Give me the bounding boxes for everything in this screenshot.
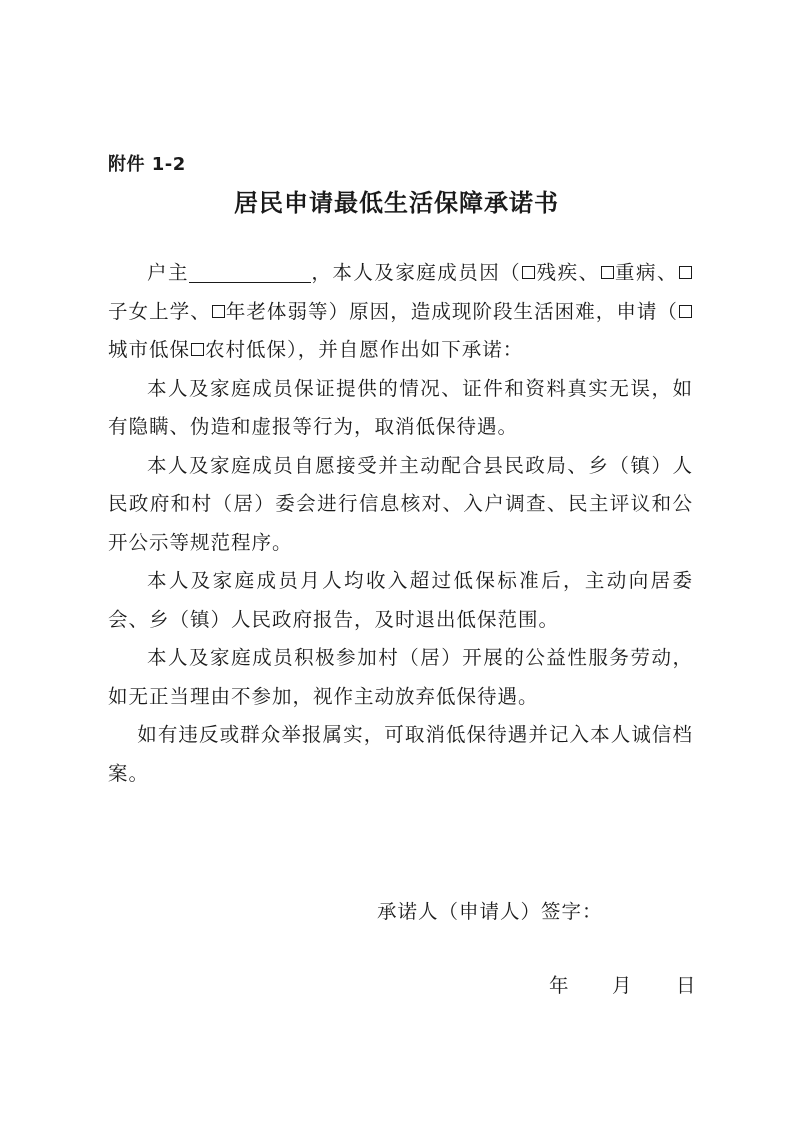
- household-head-blank[interactable]: [189, 260, 311, 283]
- option-urban-dibao-label: 城市低保: [108, 338, 191, 361]
- commitment-paragraph: 本人及家庭成员月人均收入超过低保标准后，主动向居委会、乡（镇）人民政府报告，及时退出低保范围。: [108, 569, 693, 631]
- intro-household-label: 户主: [147, 261, 189, 284]
- commitment-paragraph: 本人及家庭成员积极参加村（居）开展的公益性服务劳动，如无正当理由不参加，视作主动放弃低保待遇。: [108, 646, 693, 708]
- option-children-schooling-label: 子女上学、: [108, 299, 211, 323]
- checkbox-rural-dibao[interactable]: [191, 343, 204, 356]
- checkbox-children-schooling[interactable]: [679, 266, 692, 279]
- date-year-label: 年: [549, 974, 569, 997]
- option-serious-illness-label: 重病、: [614, 261, 678, 284]
- document-title: 居民申请最低生活保障承诺书: [234, 188, 559, 217]
- checkbox-serious-illness[interactable]: [601, 266, 614, 279]
- option-disability-label: 残疾、: [536, 261, 600, 284]
- option-elderly-frail-label: 年老体弱等）原因，造成现阶段生活困难，申请（: [225, 299, 678, 323]
- intro-paragraph: [108, 254, 693, 370]
- commitment-paragraph: 本人及家庭成员保证提供的情况、证件和资料真实无误，如有隐瞒、伪造和虚报等行为，取消低保待遇。: [108, 376, 693, 438]
- option-rural-dibao-label: 农村低保），并自愿作出如下承诺：: [205, 338, 524, 361]
- closing-paragraph: 如有违反或群众举报属实，可取消低保待遇并记入本人诚信档案。: [108, 723, 693, 785]
- checkbox-disability[interactable]: [522, 266, 535, 279]
- date-month-label: 月: [612, 974, 632, 997]
- checkbox-urban-dibao[interactable]: [679, 305, 692, 318]
- date-day-label: 日: [676, 974, 696, 997]
- signature-label: 承诺人（申请人）签字：: [377, 900, 603, 923]
- attachment-label: 附件 1-2: [108, 154, 186, 175]
- document-body: [108, 254, 693, 793]
- intro-text: ，本人及家庭成员因（: [310, 261, 522, 284]
- checkbox-elderly-frail[interactable]: [212, 305, 225, 318]
- commitment-paragraph: 本人及家庭成员自愿接受并主动配合县民政局、乡（镇）人民政府和村（居）委会进行信息核对、入户调查、民主评议和公开公示等规范程序。: [108, 453, 693, 554]
